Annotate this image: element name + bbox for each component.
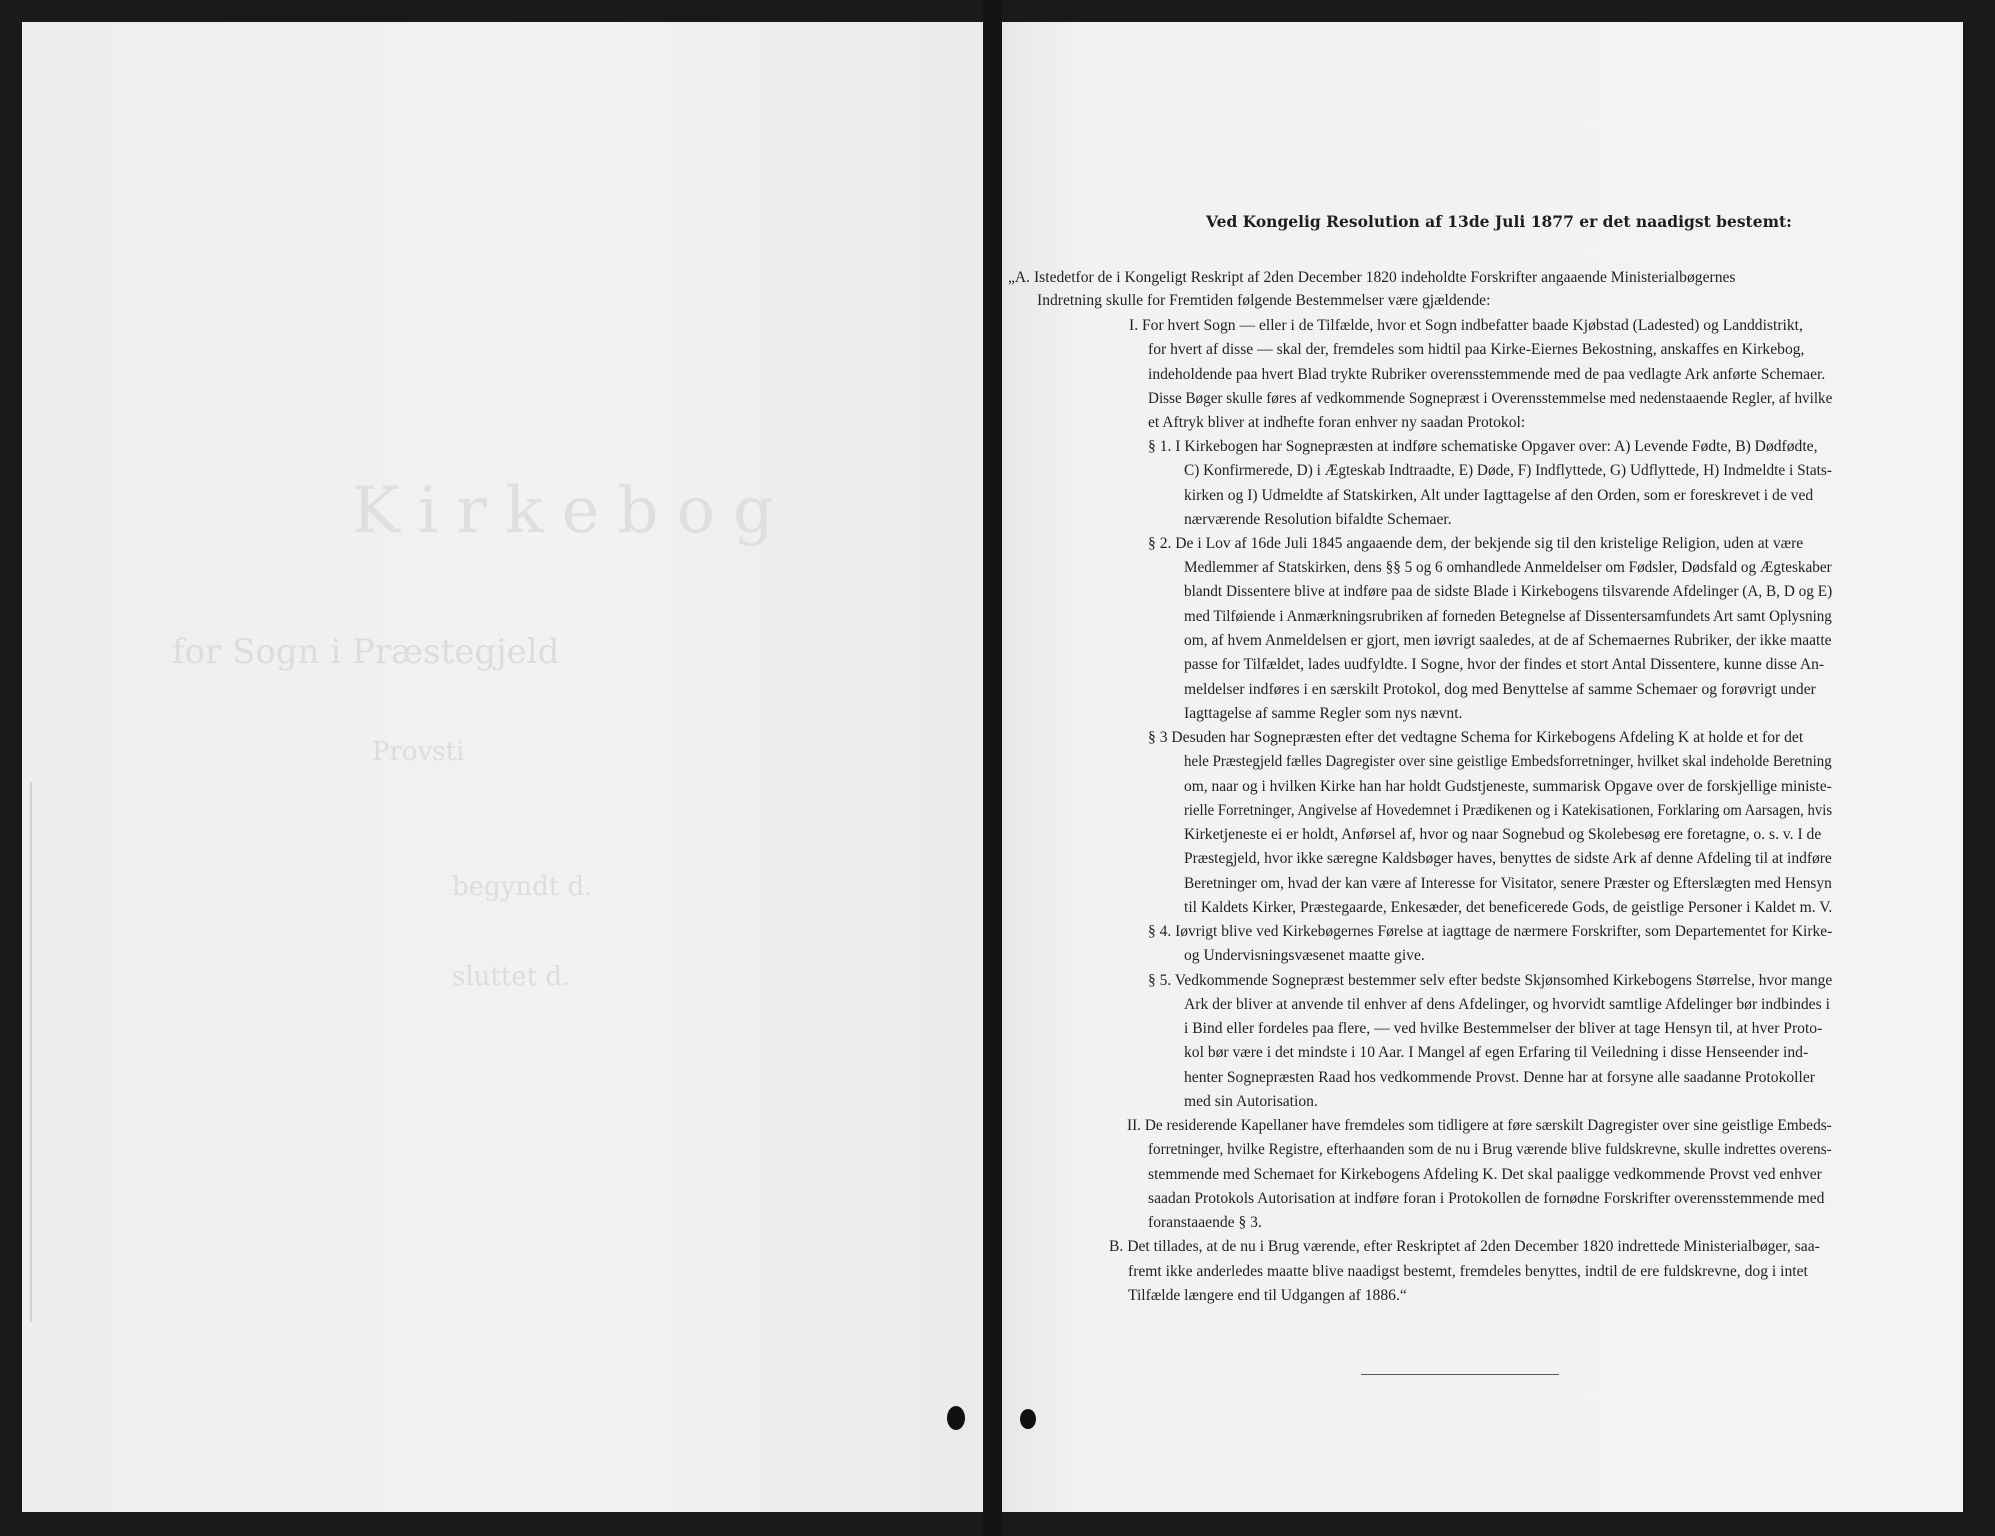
text-line: nærværende Resolution bifaldte Schemaer. (1184, 511, 1452, 528)
show-through-line: Provsti (372, 737, 465, 767)
text-line: Tilfælde længere end til Udgangen af 1886.“ (1128, 1287, 1407, 1304)
book-gutter (983, 0, 1002, 1536)
text-line: § 4. Iøvrigt blive ved Kirkebøgernes Førelse at iagttage de nærmere Forskrifter, som Departementet for Kirke- (1148, 923, 1833, 940)
closing-rule (1361, 1374, 1559, 1375)
text-line: om, af hvem Anmeldelsen er gjort, men iøvrigt saaledes, at de af Schemaernes Rubriker, der ikke maatte (1184, 632, 1832, 649)
text-line: med Tilføiende i Anmærkningsrubriken af forneden Betegnelse af Dissentersamfundets Art samt Oplysning (1184, 608, 1832, 625)
show-through-line: begyndt d. (452, 872, 593, 902)
show-through-title: Kirkebog (352, 474, 792, 548)
show-through-line: sluttet d. (452, 962, 571, 992)
page-heading: Ved Kongelig Resolution af 13de Juli 1877 er det naadigst bestemt: (1206, 212, 1792, 231)
text-line: Medlemmer af Statskirken, dens §§ 5 og 6 omhandlede Anmeldelser om Fødsler, Dødsfald og Ægteskaber (1184, 559, 1832, 576)
text-line: Iagttagelse af samme Regler som nys nævnt. (1184, 705, 1463, 722)
text-line: Indretning skulle for Fremtiden følgende Bestemmelser være gjældende: (1037, 292, 1491, 309)
page-edge-shadow (30, 782, 32, 1322)
text-line: passe for Tilfældet, lades uudfyldte. I Sogne, hvor der findes et stort Antal Dissentere, kunne disse An- (1184, 656, 1825, 673)
text-line: indeholdende paa hvert Blad trykte Rubriker overensstemmende med de paa vedlagte Ark anførte Schemaer. (1148, 366, 1826, 383)
text-line: og Undervisningsvæsenet maatte give. (1184, 947, 1425, 964)
text-line: § 1. I Kirkebogen har Sognepræsten at indføre schematiske Opgaver over: A) Levende Fødte, B) Dødfødte, (1148, 438, 1818, 455)
text-line: med sin Autorisation. (1184, 1093, 1318, 1110)
text-line: stemmende med Schemaet for Kirkebogens Afdeling K. Det skal paaligge vedkommende Provst ved enhver (1148, 1166, 1822, 1183)
text-line: rielle Forretninger, Angivelse af Hovedemnet i Prædikenen og i Katekisationen, Forklaring om Aarsagen, hvis (1184, 802, 1833, 819)
text-line: et Aftryk bliver at indhefte foran enhver ny saadan Protokol: (1148, 414, 1526, 431)
text-line: Kirketjeneste ei er holdt, Anførsel af, hvor og naar Sognebud og Skolebesøg ere foretagne, o. s. v. I de (1184, 826, 1822, 843)
text-line: fremt ikke anderledes maatte blive naadigst bestemt, fremdeles benyttes, indtil de ere fuldskrevne, dog i intet (1128, 1263, 1808, 1280)
text-line: om, naar og i hvilken Kirke han har holdt Gudstjeneste, summarisk Opgave over de forskjellige ministe- (1184, 778, 1832, 795)
left-page (22, 22, 983, 1512)
text-line: Beretninger om, hvad der kan være af Interesse for Visitator, senere Præster og Efterslægten med Hensyn (1184, 875, 1832, 892)
binding-hole-left-icon (947, 1406, 965, 1430)
text-line: Ark der bliver at anvende til enhver af dens Afdelinger, og hvorvidt samtlige Afdelinger bør indbindes i (1184, 996, 1830, 1013)
text-line: § 2. De i Lov af 16de Juli 1845 angaaende dem, der bekjende sig til den kristelige Religion, uden at være (1148, 535, 1804, 552)
text-line: hele Præstegjeld fælles Dagregister over sine geistlige Embedsforretninger, hvilket skal indeholde Beretning (1184, 753, 1832, 770)
text-line: II. De residerende Kapellaner have fremdeles som tidligere at føre særskilt Dagregister over sine geistlige Embeds- (1127, 1117, 1832, 1134)
text-line: C) Konfirmerede, D) i Ægteskab Indtraadte, E) Døde, F) Indflyttede, G) Udflyttede, H) Indmeldte i Stats- (1184, 462, 1832, 479)
text-line: i Bind eller fordeles paa flere, — ved hvilke Bestemmelser der bliver at tage Hensyn til, at hver Proto- (1184, 1020, 1823, 1037)
text-line: „A. Istedetfor de i Kongeligt Reskript af 2den December 1820 indeholdte Forskrifter angaaende Ministerialbøgernes (1008, 269, 1736, 286)
binding-hole-right-icon (1020, 1409, 1036, 1429)
text-line: Præstegjeld, hvor ikke særegne Kaldsbøger haves, benyttes de sidste Ark af denne Afdeling til at indføre (1184, 850, 1832, 867)
text-line: foranstaaende § 3. (1148, 1214, 1262, 1231)
show-through-line: for Sogn i Præstegjeld (172, 632, 560, 672)
text-line: kirken og I) Udmeldte af Statskirken, Alt under Iagttagelse af den Orden, som er foreskrevet i de ved (1184, 487, 1814, 504)
text-line: til Kaldets Kirker, Præstegaarde, Enkesæder, det beneficerede Gods, de geistlige Personer i Kaldet m. V. (1184, 899, 1833, 916)
text-line: forretninger, hvilke Registre, efterhaanden som de nu i Brug værende blive fuldskrevne, skulle indrettes overens- (1148, 1141, 1832, 1158)
text-line: meldelser indføres i en særskilt Protokol, dog med Benyttelse af samme Schemaer og forøvrigt under (1184, 681, 1816, 698)
text-line: kol bør være i det mindste i 10 Aar. I Mangel af egen Erfaring til Veiledning i disse Henseender ind- (1184, 1044, 1809, 1061)
text-line: Disse Bøger skulle føres af vedkommende Sognepræst i Overensstemmelse med nedenstaaende Regler, af hvilke (1148, 390, 1833, 407)
text-line: saadan Protokols Autorisation at indføre foran i Protokollen de fornødne Forskrifter overensstemmende med (1148, 1190, 1825, 1207)
text-line: § 5. Vedkommende Sognepræst bestemmer selv efter bedste Skjønsomhed Kirkebogens Størrelse, hvor mange (1148, 972, 1833, 989)
text-line: for hvert af disse — skal der, fremdeles som hidtil paa Kirke-Eiernes Bekostning, anskaffes en Kirkebog, (1148, 341, 1805, 358)
text-line: I. For hvert Sogn — eller i de Tilfælde, hvor et Sogn indbefatter baade Kjøbstad (Ladested) og Landdistrikt, (1129, 317, 1803, 334)
text-line: blandt Dissentere blive at indføre paa de sidste Blade i Kirkebogens tilsvarende Afdelinger (A, B, D og E) (1184, 583, 1833, 600)
text-line: B. Det tillades, at de nu i Brug værende, efter Reskriptet af 2den December 1820 indrettede Ministerialbøger, saa- (1109, 1238, 1820, 1255)
text-line: henter Sognepræsten Raad hos vedkommende Provst. Denne har at forsyne alle saadanne Protokoller (1184, 1069, 1815, 1086)
text-line: § 3 Desuden har Sognepræsten efter det vedtagne Schema for Kirkebogens Afdeling K at holde et for det (1148, 729, 1804, 746)
